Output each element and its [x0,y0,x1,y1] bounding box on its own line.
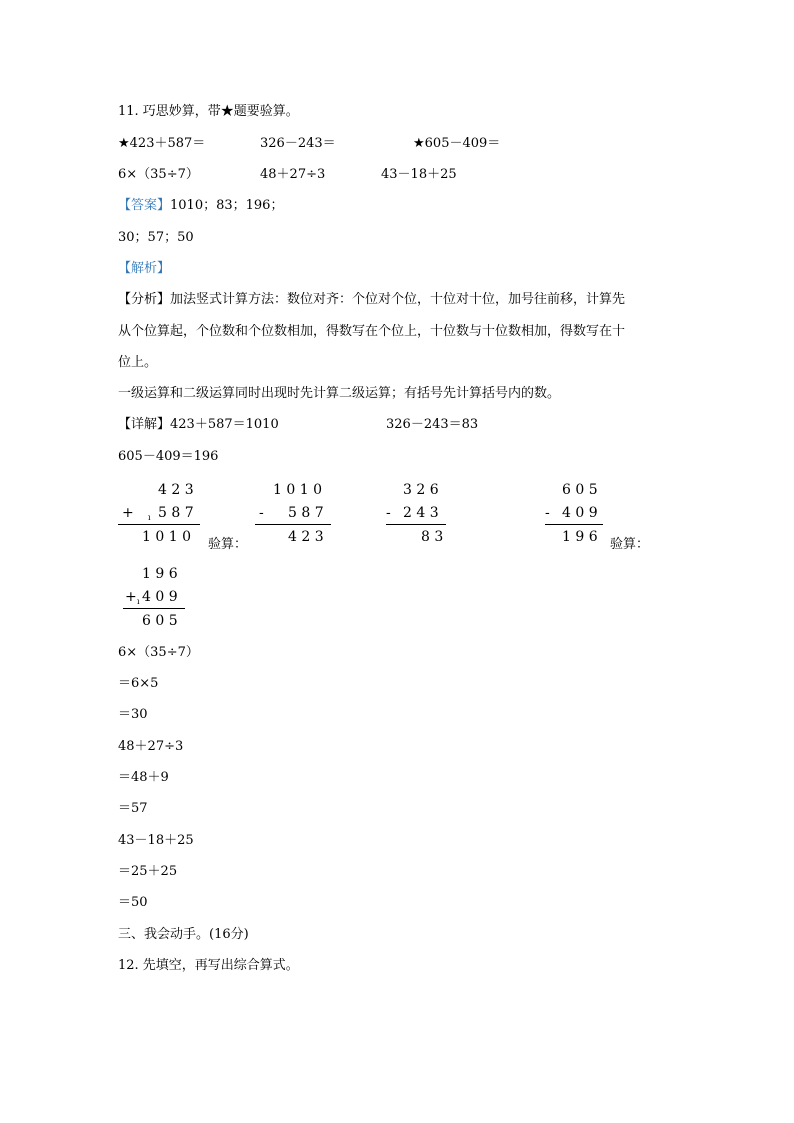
calc-operator: + [122,505,134,521]
check-label-2: 验算： [610,537,650,552]
detail-b: 326－243＝83 [386,417,479,432]
calc-rule [386,524,446,525]
problem-4: 6×（35÷7） [118,167,199,182]
vertical-calc-5 [123,566,193,636]
answer-values-1: 1010；83；196； [170,198,284,213]
answer-line [118,198,283,214]
calc-result: 4 2 3 [288,529,324,545]
calc-operator: + [125,589,137,605]
fenxi-label: 【分析】 [118,292,171,307]
problem-1: ★423＋587＝ [118,136,206,151]
problem-6: 43－18＋25 [381,167,457,182]
answer-values-2: 30；57；50 [118,230,194,245]
calc-middle: 2 4 3 [403,505,439,521]
analysis-line-3: 位上。 [118,355,158,370]
calc-top: 6 0 5 [562,482,598,498]
detail-c: 605－409＝196 [118,449,219,464]
calc-rule [123,608,185,609]
calc-operator: - [386,505,391,521]
calc-top: 3 2 6 [403,482,439,498]
analysis-label: 【解析】 [118,261,171,276]
step-line: ＝25＋25 [118,864,178,879]
calc-top: 1 0 1 0 [273,482,322,498]
calc-middle: 4 0 9 [562,505,598,521]
calc-top: 1 9 6 [142,566,178,582]
step-line: 48＋27÷3 [118,739,184,754]
problem-5: 48＋27÷3 [260,167,326,182]
carry-mark: ı [137,597,140,606]
step-line: 6×（35÷7） [118,645,199,660]
carry-mark: ı [148,513,151,522]
calc-operator: - [259,505,264,521]
question-12-title: 12. 先填空，再写出综合算式。 [118,958,299,973]
problem-2: 326－243＝ [260,136,336,151]
calc-top: 4 2 3 [158,482,194,498]
step-line: ＝48＋9 [118,770,169,785]
step-line: ＝57 [118,801,148,816]
detail-label: 【详解】 [118,417,171,432]
answer-label: 【答案】 [118,198,171,213]
step-line: ＝30 [118,707,148,722]
calc-rule [118,524,200,525]
analysis-line-4: 一级运算和二级运算同时出现时先计算二级运算；有括号先计算括号内的数。 [118,386,561,401]
step-line: ＝6×5 [118,676,159,691]
step-line: ＝50 [118,895,148,910]
calc-operator: - [545,505,550,521]
detail-line: 【详解】423＋587＝1010 [118,417,279,432]
calc-result: 8 3 [421,529,444,545]
vertical-calc-2 [255,482,345,552]
check-label-1: 验算： [208,537,248,552]
problem-3: ★605－409＝ [413,136,501,151]
calc-middle: 5 8 7 [288,505,324,521]
vertical-calc-3 [386,482,466,552]
calc-rule [545,524,603,525]
calc-result: 1 0 1 0 [142,529,191,545]
vertical-calc-1 [118,482,208,552]
calc-middle: 5 8 7 [158,505,194,521]
analysis-line-2: 从个位算起，个位数和个位数相加，得数写在个位上，十位数与十位数相加，得数写在十 [118,324,626,339]
calc-result: 1 9 6 [562,529,598,545]
calc-result: 6 0 5 [142,613,178,629]
calc-middle: 4 0 9 [142,589,178,605]
question-11-title: 11. 巧思妙算，带★题要验算。 [118,104,299,119]
analysis-line-1: 【分析】加法竖式计算方法：数位对齐：个位对个位，十位对十位，加号往前移，计算先 [118,292,626,307]
step-line: 43－18＋25 [118,833,194,848]
calc-rule [255,524,331,525]
section-3-heading: 三、我会动手。(16分) [118,927,249,942]
vertical-calc-4 [545,482,615,552]
